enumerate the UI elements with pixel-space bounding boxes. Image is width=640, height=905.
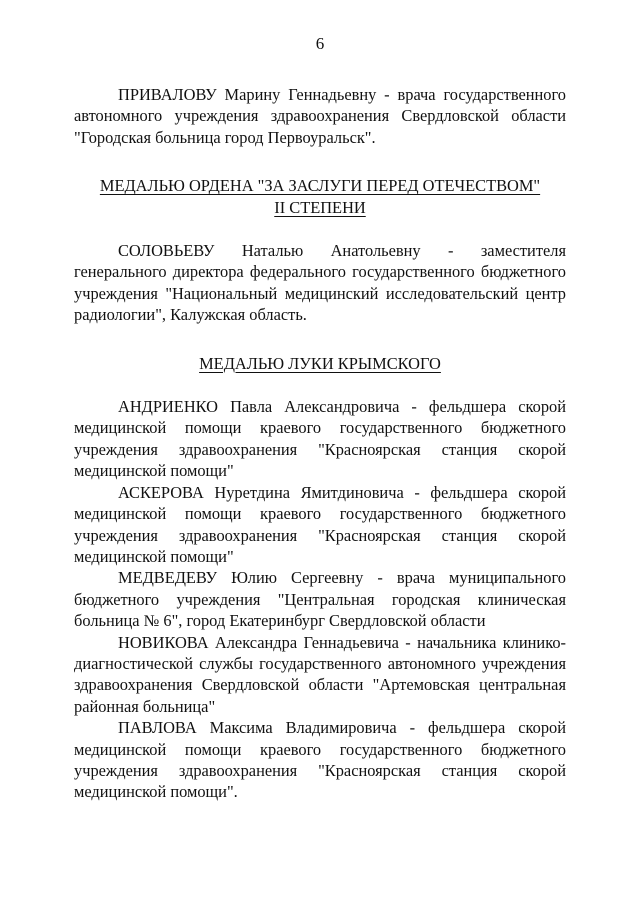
list-item: НОВИКОВА Александра Геннадьевича - начальника клинико-диагностической службы государственного автономного учреждения здравоохранения Свердловской области "Артемовская центральная районная больница" (74, 632, 566, 716)
page-number: 6 (315, 34, 325, 53)
section-1-heading-line-1: МЕДАЛЬЮ ОРДЕНА "ЗА ЗАСЛУГИ ПЕРЕД ОТЕЧЕСТВОМ" (99, 176, 541, 196)
list-item: АНДРИЕНКО Павла Александровича - фельдшера скорой медицинской помощи краевого государственного бюджетного учреждения здравоохранения "Красноярская станция скорой медицинской помощи" (74, 397, 566, 481)
list-item: МЕДВЕДЕВУ Юлию Сергеевну - врача муниципального бюджетного учреждения "Центральная городская клиническая больница № 6", город Екатеринбург Свердловской области (74, 568, 566, 631)
award-list (74, 396, 566, 803)
document-body (74, 84, 566, 803)
section-2-heading: МЕДАЛЬЮ ЛУКИ КРЫМСКОГО (199, 353, 441, 373)
intro-paragraph: ПРИВАЛОВУ Марину Геннадьевну - врача государственного автономного учреждения здравоохранения Свердловской области "Городская больница город Первоуральск". (74, 85, 566, 147)
section-1-heading (74, 175, 566, 218)
list-item: АСКЕРОВА Нуретдина Ямитдиновича - фельдшера скорой медицинской помощи краевого государственного бюджетного учреждения здравоохранения "Красноярская станция скорой медицинской помощи" (74, 482, 566, 566)
section-1-paragraph: СОЛОВЬЕВУ Наталью Анатольевну - заместителя генерального директора федерального государственного бюджетного учреждения "Национальный медицинский исследовательский центр радиологии", Калужская область. (74, 241, 566, 325)
section-1-heading-line-2: II СТЕПЕНИ (274, 197, 366, 217)
list-item: ПАВЛОВА Максима Владимировича - фельдшера скорой медицинской помощи краевого государственного бюджетного учреждения здравоохранения "Красноярская станция скорой медицинской помощи". (74, 718, 566, 802)
